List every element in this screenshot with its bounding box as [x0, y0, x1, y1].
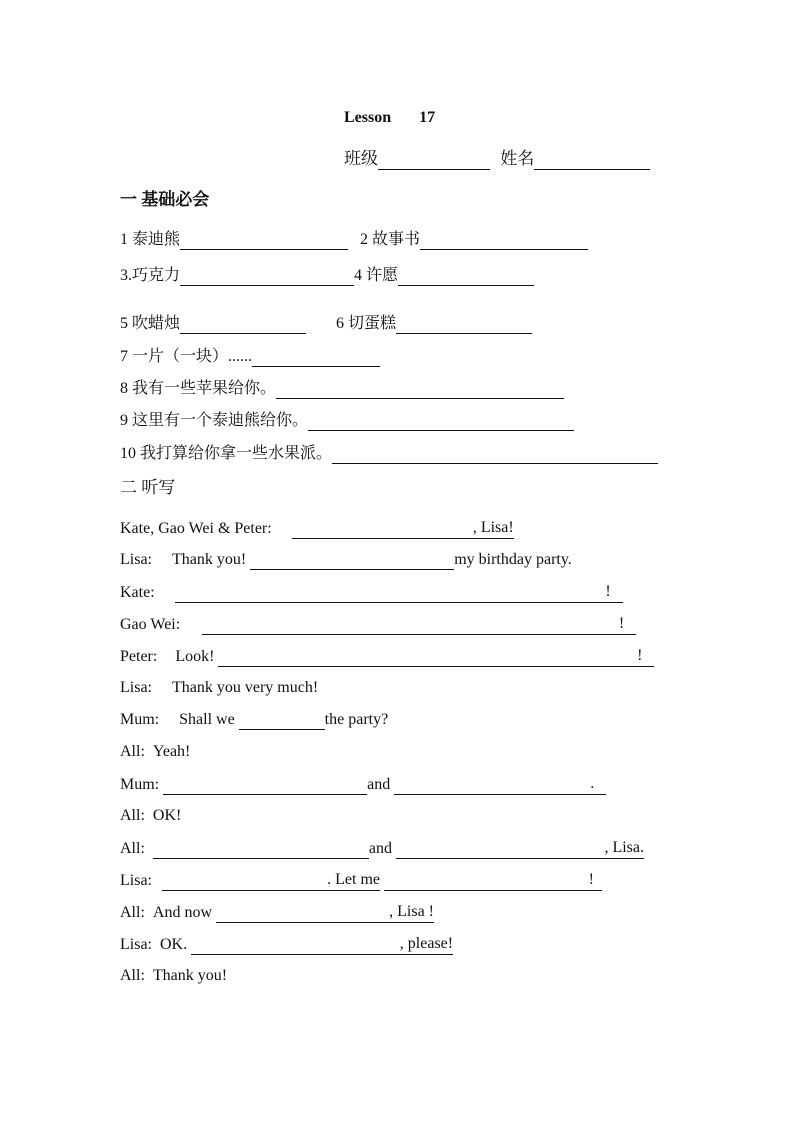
- list-item: [120, 230, 588, 250]
- answer-blank[interactable]: [239, 713, 325, 730]
- speaker: Lisa:: [120, 679, 152, 696]
- lesson-number: 17: [419, 109, 436, 126]
- section2-title: 二 听写: [120, 478, 176, 497]
- item-text: 9 这里有一个泰迪熊给你。: [120, 412, 309, 429]
- answer-blank[interactable]: [420, 233, 588, 250]
- answer-blank[interactable]: [384, 870, 602, 891]
- speaker: Mum:: [120, 711, 160, 728]
- list-item: [120, 444, 658, 464]
- list-item: [120, 266, 534, 286]
- answer-blank[interactable]: [180, 317, 306, 334]
- dialogue-line: [120, 774, 606, 795]
- answer-blank[interactable]: [332, 447, 658, 464]
- item-text: 1 泰迪熊: [120, 231, 181, 248]
- answer-blank[interactable]: [216, 902, 434, 923]
- answer-blank[interactable]: [394, 774, 606, 795]
- item-text: 2 故事书: [360, 231, 421, 248]
- blank-tail: !: [588, 871, 594, 888]
- speaker: All:: [120, 807, 145, 824]
- line-text: OK!: [152, 807, 182, 824]
- lesson-label: Lesson: [344, 109, 392, 126]
- speaker: All:: [120, 743, 145, 760]
- blank-tail: , please!: [399, 935, 454, 952]
- answer-blank[interactable]: [191, 934, 453, 955]
- item-text: 8 我有一些苹果给你。: [120, 380, 277, 397]
- dialogue-line: [120, 966, 227, 986]
- answer-blank[interactable]: [308, 414, 574, 431]
- speaker: Kate:: [120, 584, 155, 601]
- dialogue-line: [120, 710, 388, 730]
- answer-blank[interactable]: [163, 778, 367, 795]
- list-item: [120, 347, 380, 367]
- dialogue-line: [120, 518, 514, 539]
- blank-tail: , Lisa.: [604, 839, 644, 856]
- line-text: and: [368, 840, 392, 857]
- line-text: and: [367, 776, 391, 793]
- line-text: Thank you very much!: [172, 679, 319, 696]
- speaker: All:: [120, 904, 145, 921]
- answer-blank[interactable]: [180, 233, 348, 250]
- line-text: Shall we: [179, 711, 235, 728]
- dialogue-line: [120, 550, 572, 570]
- answer-blank[interactable]: [252, 350, 380, 367]
- speaker: Peter:: [120, 648, 158, 665]
- speaker: All:: [120, 967, 145, 984]
- answer-blank[interactable]: [292, 518, 514, 539]
- blank-tail: !: [618, 615, 625, 632]
- dialogue-line: [120, 838, 644, 859]
- answer-blank[interactable]: [175, 582, 623, 603]
- dialogue-line: [120, 582, 623, 603]
- blank-tail: , Lisa !: [389, 903, 434, 920]
- line-text: And now: [152, 904, 212, 921]
- dialogue-line: [120, 742, 190, 762]
- line-text: OK.: [160, 936, 188, 953]
- blank-tail: !: [637, 647, 643, 664]
- answer-blank[interactable]: [202, 614, 636, 635]
- answer-blank[interactable]: [162, 870, 380, 891]
- list-item: [120, 379, 564, 399]
- answer-blank[interactable]: [398, 269, 534, 286]
- line-text: Thank you!: [172, 551, 247, 568]
- speaker: Lisa:: [120, 551, 152, 568]
- item-text: 10 我打算给你拿一些水果派。: [120, 445, 333, 462]
- lesson-title: [344, 108, 435, 128]
- name-blank[interactable]: [534, 153, 650, 170]
- answer-blank[interactable]: [180, 269, 354, 286]
- item-text: 6 切蛋糕: [336, 315, 397, 332]
- speaker: Lisa:: [120, 936, 152, 953]
- class-label: 班级: [344, 149, 378, 168]
- item-text: 7 一片（一块）......: [120, 348, 253, 365]
- speaker: Gao Wei:: [120, 616, 181, 633]
- item-text: 4 许愿: [354, 267, 399, 284]
- list-item: [120, 314, 532, 334]
- blank-tail: . Let me: [327, 871, 380, 888]
- speaker: Mum:: [120, 776, 160, 793]
- speaker: Kate, Gao Wei & Peter:: [120, 520, 272, 537]
- answer-blank[interactable]: [396, 317, 532, 334]
- speaker: All:: [120, 840, 145, 857]
- item-text: 5 吹蜡烛: [120, 315, 181, 332]
- answer-blank[interactable]: [276, 382, 564, 399]
- dialogue-line: [120, 614, 636, 635]
- line-text: Thank you!: [152, 967, 228, 984]
- section1-title: 一 基础必会: [120, 190, 210, 209]
- dialogue-line: [120, 934, 453, 955]
- blank-tail: , Lisa!: [472, 519, 514, 536]
- class-blank[interactable]: [378, 153, 490, 170]
- answer-blank[interactable]: [218, 646, 654, 667]
- class-name-header: [344, 148, 650, 170]
- line-text: Look!: [175, 648, 215, 665]
- dialogue-line: [120, 646, 654, 667]
- speaker: Lisa:: [120, 872, 152, 889]
- dialogue-line: [120, 902, 434, 923]
- dialogue-line: [120, 870, 602, 891]
- answer-blank[interactable]: [396, 838, 644, 859]
- blank-tail: .: [590, 775, 595, 792]
- dialogue-line: [120, 678, 318, 698]
- answer-blank[interactable]: [250, 553, 454, 570]
- dialogue-line: [120, 806, 181, 826]
- item-text: 3.巧克力: [120, 267, 181, 284]
- name-label: 姓名: [500, 149, 535, 168]
- line-text: the party?: [324, 711, 389, 728]
- list-item: [120, 411, 574, 431]
- blank-tail: !: [605, 583, 611, 600]
- line-text: my birthday party.: [454, 551, 572, 568]
- line-text: Yeah!: [152, 743, 191, 760]
- answer-blank[interactable]: [153, 842, 369, 859]
